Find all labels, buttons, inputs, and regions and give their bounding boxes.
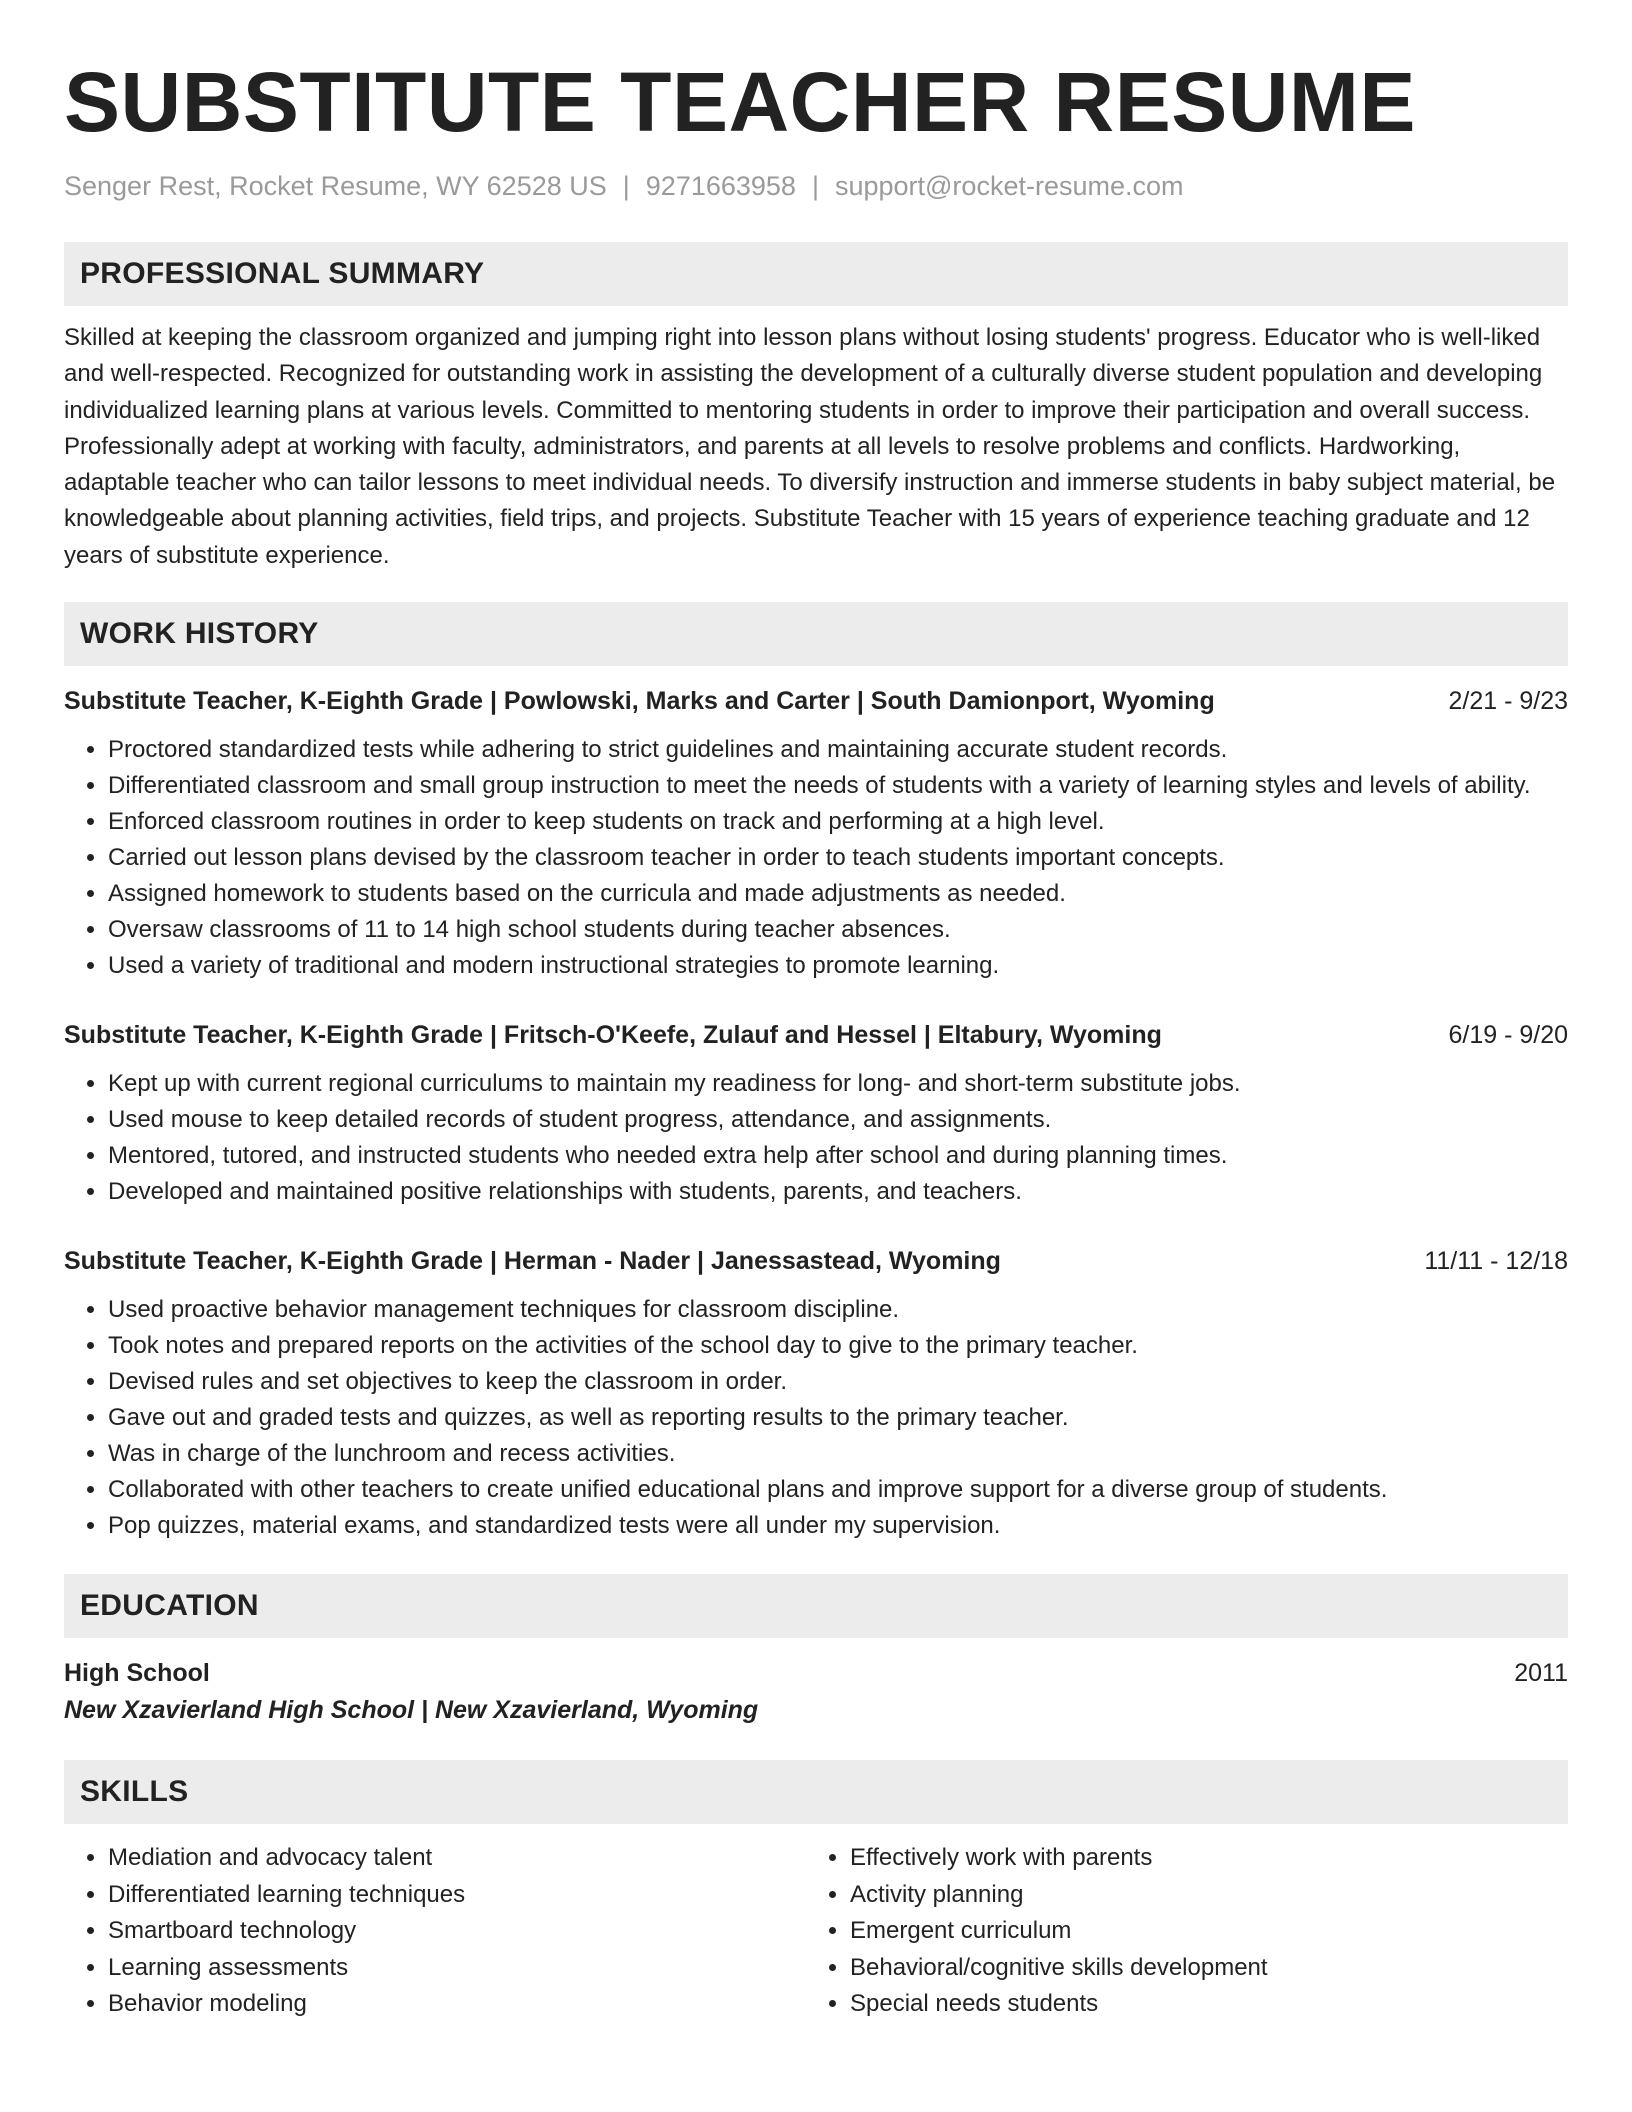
skill-item: • Learning assessments [108, 1950, 806, 1987]
job-bullet: • Proctored standardized tests while adhering to strict guidelines and maintaining accurate student records. [108, 732, 1568, 768]
job-bullet: • Assigned homework to students based on the curricula and made adjustments as needed. [108, 876, 1568, 912]
skills-columns [64, 1840, 1568, 2023]
job-bullet: • Enforced classroom routines in order to keep students on track and performing at a high level. [108, 804, 1568, 840]
job-bullets [64, 732, 1568, 984]
job-bullet: • Gave out and graded tests and quizzes, as well as reporting results to the primary teacher. [108, 1400, 1568, 1436]
education-year: 2011 [1514, 1659, 1568, 1688]
job-bullet: • Collaborated with other teachers to create unified educational plans and improve support for a diverse group of students. [108, 1472, 1568, 1508]
work-section-header [64, 602, 1568, 666]
skill-item: • Behavioral/cognitive skills development [850, 1950, 1548, 1987]
job-dates: 6/19 - 9/20 [1448, 1021, 1568, 1050]
job-entry [64, 1244, 1568, 1544]
job-bullet: • Carried out lesson plans devised by the classroom teacher in order to teach students important concepts. [108, 840, 1568, 876]
job-bullet: • Used mouse to keep detailed records of student progress, attendance, and assignments. [108, 1102, 1568, 1138]
skill-item: • Mediation and advocacy talent [108, 1840, 806, 1877]
contact-separator: | [811, 171, 819, 201]
education-heading: EDUCATION [80, 1589, 259, 1623]
job-bullet: • Used a variety of traditional and modern instructional strategies to promote learning. [108, 948, 1568, 984]
job-bullets [64, 1292, 1568, 1544]
job-header [64, 684, 1568, 718]
job-bullet: • Kept up with current regional curriculums to maintain my readiness for long- and short-term substitute jobs. [108, 1066, 1568, 1102]
job-header [64, 1018, 1568, 1052]
job-bullets [64, 1066, 1568, 1210]
job-dates: 11/11 - 12/18 [1424, 1247, 1568, 1276]
skill-item: • Activity planning [850, 1877, 1548, 1914]
education-header [64, 1656, 1568, 1690]
skill-item: • Behavior modeling [108, 1986, 806, 2023]
job-title: Substitute Teacher, K-Eighth Grade | Herman - Nader | Janessastead, Wyoming [64, 1247, 1001, 1276]
job-bullet: • Mentored, tutored, and instructed students who needed extra help after school and during planning times. [108, 1138, 1568, 1174]
job-bullet: • Took notes and prepared reports on the activities of the school day to give to the primary teacher. [108, 1328, 1568, 1364]
job-entry [64, 1018, 1568, 1210]
skill-item: • Differentiated learning techniques [108, 1877, 806, 1914]
education-degree: High School [64, 1659, 210, 1688]
job-bullet: • Oversaw classrooms of 11 to 14 high school students during teacher absences. [108, 912, 1568, 948]
skill-item: • Smartboard technology [108, 1913, 806, 1950]
job-bullet: • Differentiated classroom and small group instruction to meet the needs of students with a variety of learning styles and levels of ability. [108, 768, 1568, 804]
job-header [64, 1244, 1568, 1278]
job-bullet: • Was in charge of the lunchroom and recess activities. [108, 1436, 1568, 1472]
contact-separator: | [622, 171, 630, 201]
resume-title: SUBSTITUTE TEACHER RESUME [64, 55, 1416, 149]
contact-address: Senger Rest, Rocket Resume, WY 62528 US [64, 171, 607, 201]
skills-section-header [64, 1760, 1568, 1824]
resume-page [64, 52, 1568, 2023]
contact-line [64, 168, 1568, 204]
education-school: New Xzavierland High School | New Xzavierland, Wyoming [64, 1696, 759, 1725]
job-bullet: • Developed and maintained positive relationships with students, parents, and teachers. [108, 1174, 1568, 1210]
contact-phone: 9271663958 [645, 171, 796, 201]
contact-email: support@rocket-resume.com [834, 171, 1184, 201]
job-title: Substitute Teacher, K-Eighth Grade | Powlowski, Marks and Carter | South Damionport, Wyoming [64, 687, 1215, 716]
summary-heading: PROFESSIONAL SUMMARY [80, 257, 485, 290]
skill-item: • Special needs students [850, 1986, 1548, 2023]
summary-text: Skilled at keeping the classroom organized and jumping right into lesson plans without losing students' progress. Educator who is well-liked and well-respected. Recognized for outstanding work in assisting the development of a culturally diverse student population and developing individualized learning plans at various levels. Committed to mentoring students in order to improve their participation and overall success. Professionally adept at working with faculty, administrators, and parents at all levels to resolve problems and conflicts. Hardworking, adaptable teacher who can tailor lessons to meet individual needs. To diversify instruction and immerse students in baby subject material, be knowledgeable about planning activities, field trips, and projects. Substitute Teacher with 15 years of experience teaching graduate and 12 years of substitute experience. [64, 324, 1556, 569]
job-bullet: • Devised rules and set objectives to keep the classroom in order. [108, 1364, 1568, 1400]
job-entry [64, 684, 1568, 984]
work-heading: WORK HISTORY [80, 617, 319, 651]
skills-heading: SKILLS [80, 1775, 189, 1809]
skill-item: • Effectively work with parents [850, 1840, 1548, 1877]
skills-list-left [64, 1840, 806, 2023]
skills-list-right [806, 1840, 1548, 2023]
job-title: Substitute Teacher, K-Eighth Grade | Fritsch-O'Keefe, Zulauf and Hessel | Eltabury, Wyoming [64, 1021, 1162, 1050]
education-section-header [64, 1574, 1568, 1638]
skill-item: • Emergent curriculum [850, 1913, 1548, 1950]
job-bullet: • Used proactive behavior management techniques for classroom discipline. [108, 1292, 1568, 1328]
summary-section-header [64, 242, 1568, 306]
job-bullet: • Pop quizzes, material exams, and standardized tests were all under my supervision. [108, 1508, 1568, 1544]
job-dates: 2/21 - 9/23 [1448, 687, 1568, 716]
